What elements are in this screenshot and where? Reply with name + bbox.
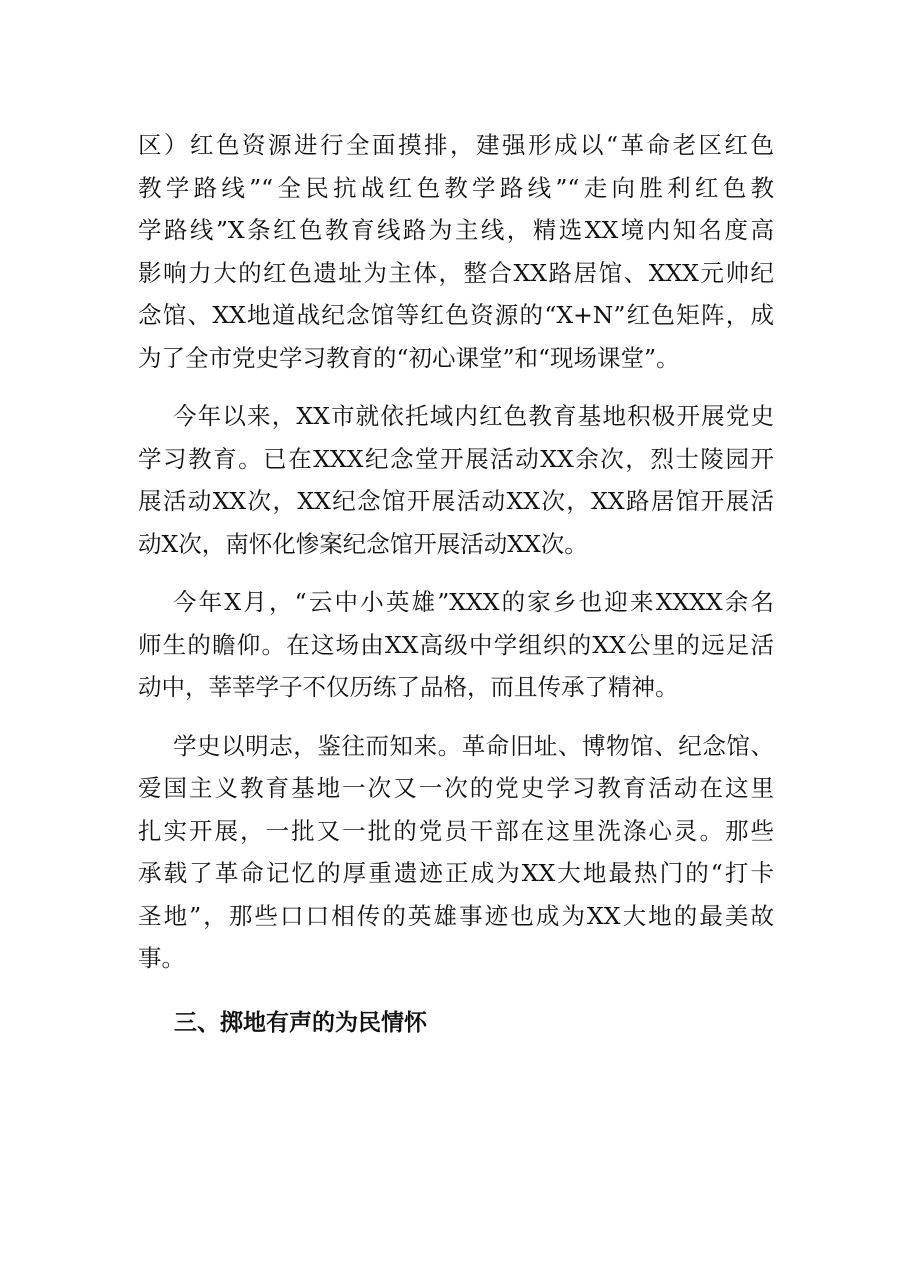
text-line: 事。 bbox=[138, 944, 185, 972]
text-line: 学习教育。已在XXX纪念堂开展活动XX余次，烈士陵园开 bbox=[138, 444, 774, 473]
text-line: 学史以明志，鉴往而知来。革命旧址、博物馆、纪念馆、 bbox=[173, 731, 774, 760]
text-line: 动X次，南怀化惨案纪念馆开展活动XX次。 bbox=[138, 529, 588, 558]
text-line: 扎实开展，一批又一批的党员干部在这里洗涤心灵。那些 bbox=[138, 816, 774, 845]
text-line: 圣地”，那些口口相传的英雄事迹也成为XX大地的最美故 bbox=[138, 901, 774, 930]
text-line: 承载了革命记忆的厚重遗迹正成为XX大地最热门的“打卡 bbox=[138, 859, 774, 887]
text-line: 教学路线”“全民抗战红色教学路线”“走向胜利红色教 bbox=[138, 173, 774, 202]
paragraph-young-hero bbox=[138, 581, 774, 709]
text-line: 学路线”X条红色教育线路为主线，精选XX境内知名度高 bbox=[138, 216, 774, 244]
text-line: 今年X月，“云中小英雄”XXX的家乡也迎来XXXX余名 bbox=[173, 588, 774, 616]
text-line: 动中，莘莘学子不仅历练了品格，而且传承了精神。 bbox=[138, 673, 679, 701]
text-line: 区）红色资源进行全面摸排，建强形成以“革命老区红色 bbox=[138, 131, 774, 159]
text-line: 念馆、XX地道战纪念馆等红色资源的“X+N”红色矩阵，成 bbox=[138, 301, 774, 329]
text-line: 影响力大的红色遗址为主体，整合XX路居馆、XXX元帅纪 bbox=[138, 258, 774, 287]
section-heading: 三、掷地有声的为民情怀 bbox=[174, 1009, 427, 1036]
text-line: 展活动XX次，XX纪念馆开展活动XX次，XX路居馆开展活 bbox=[138, 487, 774, 515]
paragraph-activities bbox=[138, 395, 774, 565]
text-line: 师生的瞻仰。在这场由XX高级中学组织的XX公里的远足活 bbox=[138, 630, 774, 659]
text-line: 今年以来，XX市就依托域内红色教育基地积极开展党史 bbox=[173, 402, 774, 430]
paragraph-history-study bbox=[138, 725, 774, 980]
text-line: 为了全市党史学习教育的“初心课堂”和“现场课堂”。 bbox=[138, 343, 680, 372]
text-line: 爱国主义教育基地一次又一次的党史学习教育活动在这里 bbox=[138, 774, 774, 802]
document-body bbox=[138, 124, 774, 1044]
paragraph-red-resources bbox=[138, 124, 774, 379]
